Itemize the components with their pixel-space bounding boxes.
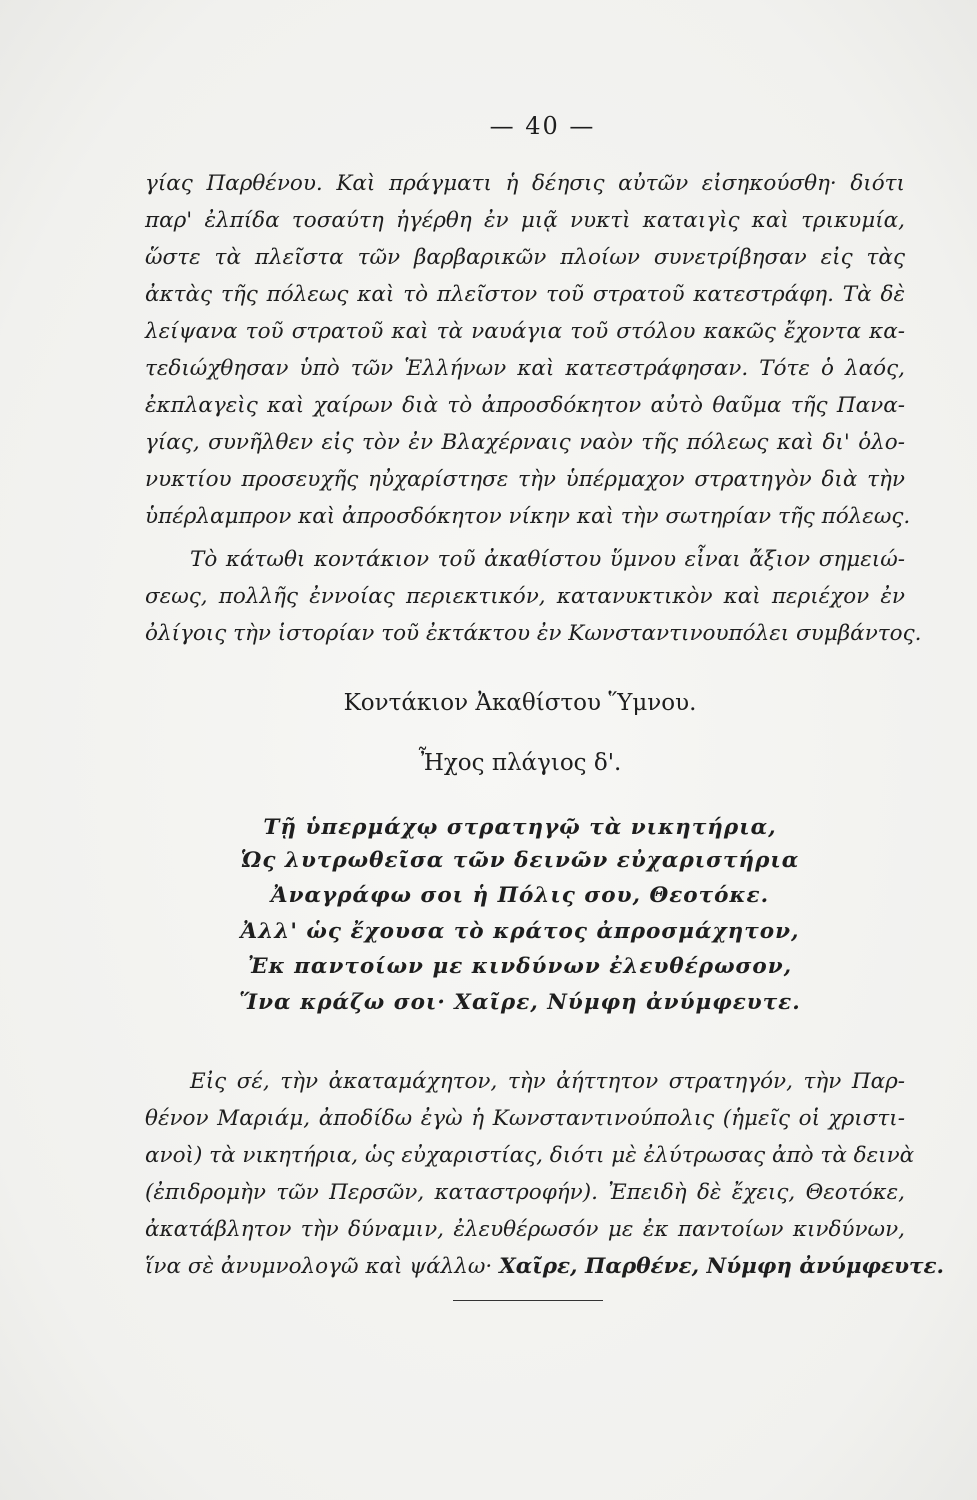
text-line: γίας, συνῆλθεν εἰς τὸν ἐν Βλαχέρναις ναὸν τῆς πόλεως καὶ δι' ὁλο- [145,430,905,455]
text-line: ἐκπλαγεὶς καὶ χαίρων διὰ τὸ ἀπροσδόκητον αὐτὸ θαῦμα τῆς Πανα- [145,393,905,418]
hymn-line: Ἵνα κράζω σοι· Χαῖρε, Νύμφη ἀνύμφευτε. [239,990,801,1015]
text-line: (ἐπιδρομὴν τῶν Περσῶν, καταστροφήν). Ἐπειδὴ δὲ ἔχεις, Θεοτόκε, [145,1180,905,1205]
hymn-mode: Ἦχος πλάγιος δ'. [418,750,622,776]
text-line [145,1250,945,1284]
page-number: — 40 — [489,112,596,140]
text-line: θένον Μαριάμ, ἀποδίδω ἐγὼ ἡ Κωνσταντινούπολις (ἡμεῖς οἱ χριστι- [145,1106,905,1131]
hymn-line: Τῇ ὑπερμάχῳ στρατηγῷ τὰ νικητήρια, [263,815,777,840]
text-line: ὑπέρλαμπρον καὶ ἀπροσδόκητον νίκην καὶ τὴν σωτηρίαν τῆς πόλεως. [145,504,911,529]
text-line: τεδιώχθησαν ὑπὸ τῶν Ἑλλήνων καὶ κατεστράφησαν. Τότε ὁ λαός, [145,356,905,381]
text-line-start: ἵνα σὲ ἀνυμνολογῶ καὶ ψάλλω· [145,1254,493,1279]
text-line: ανοὶ) τὰ νικητήρια, ὡς εὐχαριστίας, διότι μὲ ἐλύτρωσας ἀπὸ τὰ δεινὰ [145,1143,915,1168]
text-line: σεως, πολλῆς ἐννοίας περιεκτικόν, κατανυκτικὸν καὶ περιέχον ἐν [145,584,905,609]
text-line: Τὸ κάτωθι κοντάκιον τοῦ ἀκαθίστου ὕμνου εἶναι ἄξιον σημειώ- [190,547,905,572]
hymn-line: Ἀλλ' ὡς ἔχουσα τὸ κράτος ἀπροσμάχητον, [240,919,800,944]
text-line: ἀκτὰς τῆς πόλεως καὶ τὸ πλεῖστον τοῦ στρατοῦ κατεστράφη. Τὰ δὲ [145,282,905,307]
text-line: ἀκατάβλητον τὴν δύναμιν, ἐλευθέρωσόν με ἐκ παντοίων κινδύνων, [145,1217,905,1242]
text-line: νυκτίου προσευχῆς ηὐχαρίστησε τὴν ὑπέρμαχον στρατηγὸν διὰ τὴν [145,467,905,492]
closing-salutation: Χαῖρε, Παρθένε, Νύμφη ἀνύμφευτε. [499,1254,945,1279]
hymn-line: Ὡς λυτρωθεῖσα τῶν δεινῶν εὐχαριστήρια [240,848,800,873]
hymn-line: Ἀναγράφω σοι ἡ Πόλις σου, Θεοτόκε. [270,883,770,908]
text-line: ὀλίγοις τὴν ἱστορίαν τοῦ ἐκτάκτου ἐν Κωνσταντινουπόλει συμβάντος. [145,621,922,646]
hymn-line: Ἐκ παντοίων με κινδύνων ἐλευθέρωσον, [247,954,793,979]
text-line: Εἰς σέ, τὴν ἀκαταμάχητον, τὴν ἀήττητον στρατηγόν, τὴν Παρ- [190,1069,905,1094]
text-line: λείψανα τοῦ στρατοῦ καὶ τὰ ναυάγια τοῦ στόλου κακῶς ἔχοντα κα- [145,319,905,344]
footer-rule [453,1300,603,1301]
text-line: γίας Παρθένου. Καὶ πράγματι ἡ δέησις αὐτῶν εἰσηκούσθη· διότι [145,171,905,196]
text-line: ὥστε τὰ πλεῖστα τῶν βαρβαρικῶν πλοίων συνετρίβησαν εἰς τὰς [145,245,905,270]
hymn-title: Κοντάκιον Ἀκαθίστου Ὕμνου. [343,690,697,716]
text-line: παρ' ἐλπίδα τοσαύτη ἠγέρθη ἐν μιᾷ νυκτὶ καταιγὶς καὶ τρικυμία, [145,208,905,233]
